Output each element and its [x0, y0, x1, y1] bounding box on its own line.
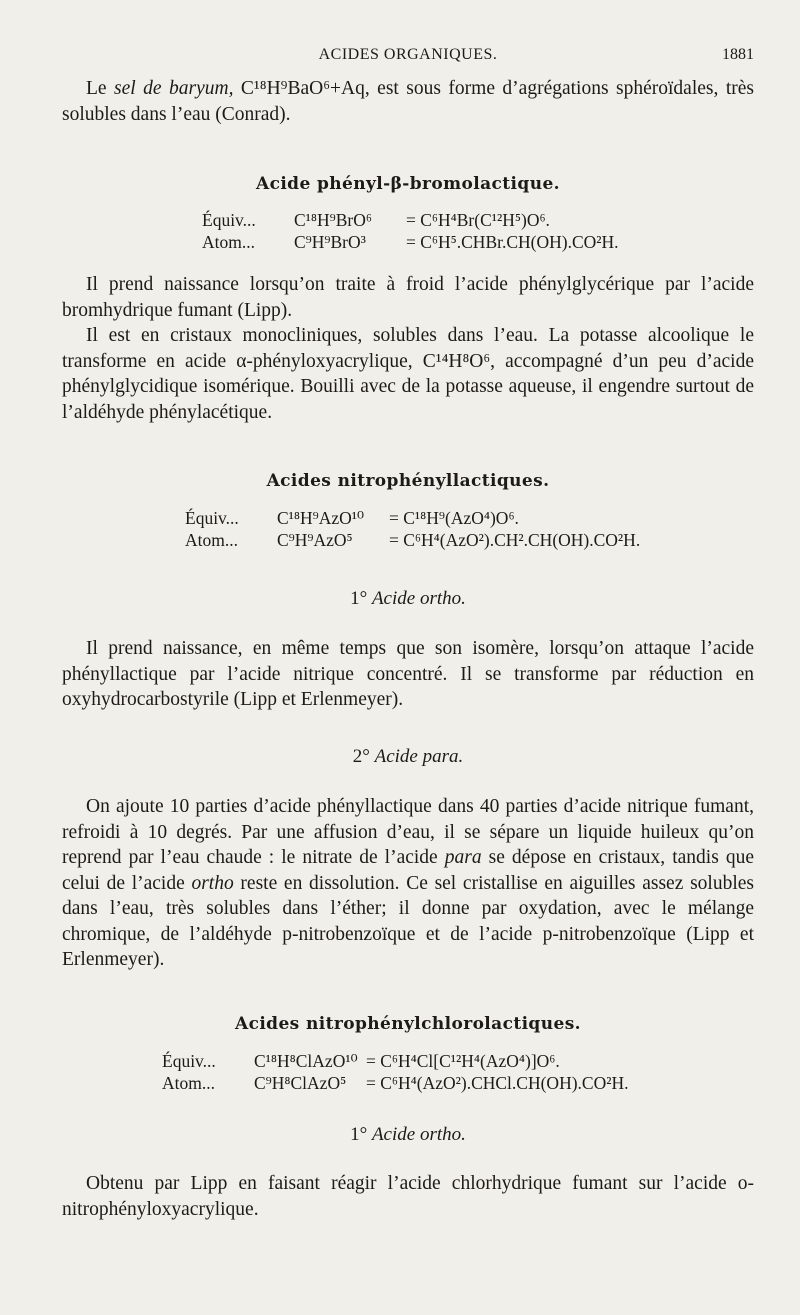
section-heading-nitrophenyllactiques: Acides nitrophényllactiques.	[266, 471, 550, 491]
paragraph-chlorolactique-origin: Obtenu par Lipp en faisant réagir l’acide chlorhydrique fumant sur l’acide o-nitrophényloxyacrylique.	[62, 1173, 754, 1220]
formula-equiv: Équiv... C¹⁸H⁹BrO⁶ = C⁶H⁴Br(C¹²H⁵)O⁶.	[202, 210, 550, 230]
page-number: 1881	[722, 46, 754, 63]
formula-atom: Atom... C⁹H⁸ClAzO⁵ = C⁶H⁴(AzO²).CHCl.CH(OH).CO²H.	[162, 1073, 629, 1093]
formula-equiv: Équiv... C¹⁸H⁸ClAzO¹⁰ = C⁶H⁴Cl[C¹²H⁴(AzO⁴)]O⁶.	[162, 1051, 560, 1071]
paragraph-para-nitro: On ajoute 10 parties d’acide phényllactique dans 40 parties d’acide nitrique fumant, refroidi à 10 degrés. Par une affusion d’eau, il se sépare un liquide huileux qu’on reprend par l’eau chaude : le nitrate de l’acide para se dépose en cristaux, tandis que celui de l’acide ortho reste en dissolution. Ce sel cristallise en aiguilles assez solubles dans l’eau, très solubles dans l’éther; il donne par oxydation, avec le mélange chromique, de l’aldéhyde p-nitrobenzoïque et de l’acide p-nitrobenzoïque (Lipp et Erlenmeyer).	[62, 796, 754, 970]
subheading-acide-ortho-2: 1° Acide ortho.	[350, 1124, 466, 1145]
document-page	[62, 0, 754, 1315]
subheading-acide-ortho-1: 1° Acide ortho.	[350, 588, 466, 609]
paragraph-bromolactique-properties: Il est en cristaux monocliniques, solubles dans l’eau. La potasse alcoolique le transforme en acide α-phényloxyacrylique, C¹⁴H⁸O⁶, accompagné d’un peu d’acide phénylglycidique isomérique. Bouilli avec de la potasse aqueuse, il engendre surtout de l’aldéhyde phénylacétique.	[62, 325, 754, 423]
formula-equiv: Équiv... C¹⁸H⁹AzO¹⁰ = C¹⁸H⁹(AzO⁴)O⁶.	[185, 508, 519, 528]
formula-block-nitrophenylchlorolactiques	[162, 1050, 762, 1094]
running-title: ACIDES ORGANIQUES.	[318, 46, 498, 63]
formula-block-bromolactique	[202, 209, 762, 253]
formula-atom: Atom... C⁹H⁹BrO³ = C⁶H⁵.CHBr.CH(OH).CO²H.	[202, 232, 619, 252]
subheading-acide-para: 2° Acide para.	[352, 746, 464, 767]
page-header	[62, 46, 754, 70]
formula-block-nitrophenyllactiques	[185, 507, 765, 551]
paragraph-barium-salt: Le sel de baryum, C¹⁸H⁹BaO⁶+Aq, est sous forme d’agrégations sphéroïdales, très solubles dans l’eau (Conrad).	[62, 78, 754, 125]
term-barium-salt: sel de baryum,	[114, 78, 234, 99]
section-heading-bromolactique: Acide phényl-β-bromolactique.	[255, 174, 560, 194]
paragraph-bromolactique-origin: Il prend naissance lorsqu’on traite à froid l’acide phénylglycérique par l’acide bromhydrique fumant (Lipp).	[62, 274, 754, 321]
paragraph-ortho-nitro: Il prend naissance, en même temps que son isomère, lorsqu’on attaque l’acide phényllactique par l’acide nitrique concentré. Il se transforme par réduction en oxyhydrocarbostyrile (Lipp et Erlenmeyer).	[62, 638, 754, 710]
section-heading-nitrophenylchlorolactiques: Acides nitrophénylchlorolactiques.	[234, 1014, 581, 1034]
formula-atom: Atom... C⁹H⁹AzO⁵ = C⁶H⁴(AzO²).CH².CH(OH).CO²H.	[185, 530, 641, 550]
